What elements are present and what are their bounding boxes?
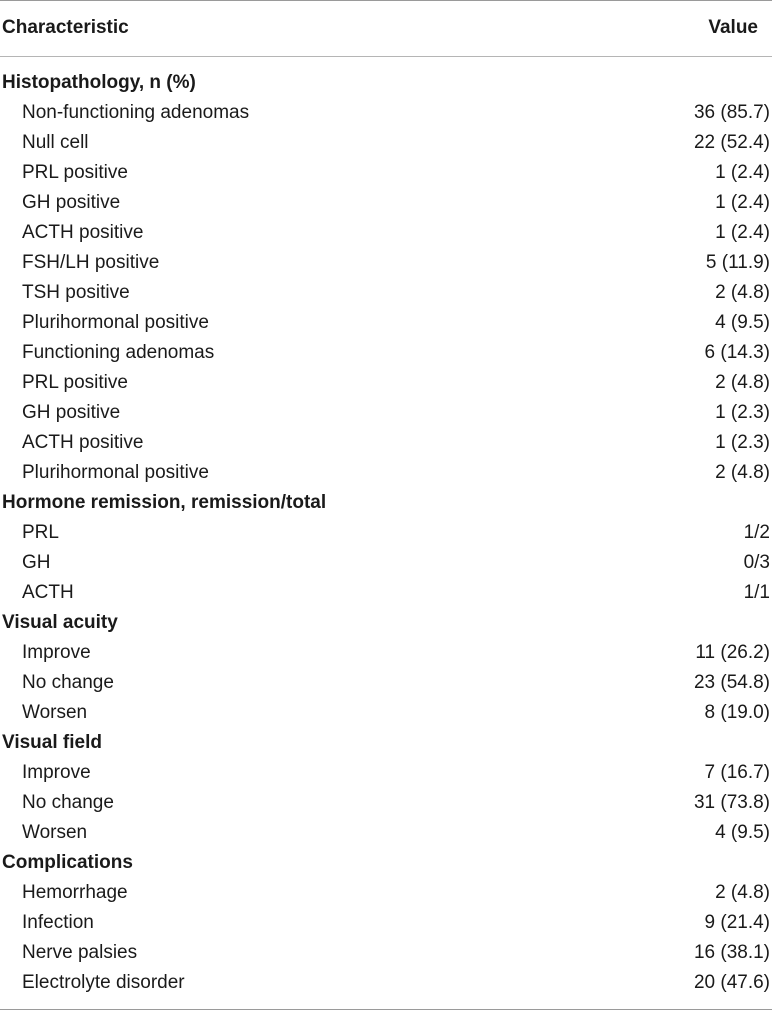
- row-label: No change: [22, 792, 114, 813]
- row-label: Infection: [22, 912, 94, 933]
- table-header-row: [0, 1, 772, 55]
- row-label: No change: [22, 672, 114, 693]
- row-label: Functioning adenomas: [22, 342, 215, 363]
- row-label: TSH positive: [22, 282, 130, 303]
- table-row: [0, 278, 772, 308]
- row-value: 20 (47.6): [693, 972, 770, 993]
- row-value: 36 (85.7): [693, 102, 770, 123]
- section-header-row: [0, 488, 772, 518]
- row-label: Worsen: [22, 822, 88, 843]
- table-row: [0, 818, 772, 848]
- row-value: 1/2: [743, 522, 770, 543]
- table-row: [0, 548, 772, 578]
- table-row: [0, 878, 772, 908]
- table-row: [0, 968, 772, 998]
- table-row: [0, 668, 772, 698]
- table-row: [0, 248, 772, 278]
- row-value: 5 (11.9): [705, 252, 770, 273]
- row-label: PRL positive: [22, 162, 128, 183]
- row-label: Improve: [22, 642, 91, 663]
- row-label: Non-functioning adenomas: [22, 102, 250, 123]
- table-row: [0, 698, 772, 728]
- row-label: FSH/LH positive: [22, 252, 160, 273]
- row-label: PRL positive: [22, 372, 128, 393]
- row-label: Hemorrhage: [22, 882, 128, 903]
- row-label: GH: [22, 552, 51, 573]
- header-value: Value: [708, 17, 758, 38]
- table-row: [0, 428, 772, 458]
- table-row: [0, 368, 772, 398]
- row-value: 4 (9.5): [715, 822, 770, 843]
- section-header-row: [0, 728, 772, 758]
- section-title: Hormone remission, remission/total: [2, 492, 327, 513]
- section-title: Complications: [2, 852, 133, 873]
- table-row: [0, 158, 772, 188]
- row-value: 2 (4.8): [715, 282, 770, 303]
- row-value: 0/3: [743, 552, 770, 573]
- table-row: [0, 338, 772, 368]
- row-value: 11 (26.2): [695, 642, 770, 663]
- table-body: [0, 68, 772, 998]
- table-row: [0, 398, 772, 428]
- section-header-row: [0, 848, 772, 878]
- table-row: [0, 308, 772, 338]
- row-label: Null cell: [22, 132, 89, 153]
- row-value: 7 (16.7): [704, 762, 770, 783]
- row-label: ACTH: [22, 582, 74, 603]
- row-label: Worsen: [22, 702, 88, 723]
- section-title: Visual field: [2, 732, 102, 753]
- table-row: [0, 788, 772, 818]
- table-row: [0, 458, 772, 488]
- section-header-row: [0, 68, 772, 98]
- table-row: [0, 578, 772, 608]
- table-row: [0, 128, 772, 158]
- row-value: 1/1: [743, 582, 770, 603]
- table-bottom-rule: [0, 1009, 772, 1010]
- header-rule: [0, 56, 772, 57]
- row-value: 22 (52.4): [693, 132, 770, 153]
- row-label: Plurihormonal positive: [22, 312, 209, 333]
- table-row: [0, 98, 772, 128]
- table-row: [0, 218, 772, 248]
- row-value: 2 (4.8): [715, 462, 770, 483]
- row-value: 1 (2.4): [715, 222, 770, 243]
- table-row: [0, 518, 772, 548]
- row-value: 31 (73.8): [693, 792, 770, 813]
- row-value: 1 (2.3): [715, 432, 770, 453]
- table-row: [0, 638, 772, 668]
- table-row: [0, 758, 772, 788]
- row-label: PRL: [22, 522, 59, 543]
- row-label: GH positive: [22, 402, 121, 423]
- row-value: 4 (9.5): [715, 312, 770, 333]
- row-value: 2 (4.8): [715, 882, 770, 903]
- row-value: 9 (21.4): [704, 912, 770, 933]
- header-characteristic: Characteristic: [2, 17, 129, 38]
- section-header-row: [0, 608, 772, 638]
- section-title: Histopathology, n (%): [2, 72, 196, 93]
- row-label: Electrolyte disorder: [22, 972, 185, 993]
- row-value: 1 (2.4): [715, 192, 770, 213]
- table-row: [0, 188, 772, 218]
- row-value: 23 (54.8): [693, 672, 770, 693]
- table-row: [0, 938, 772, 968]
- row-value: 2 (4.8): [715, 372, 770, 393]
- row-value: 1 (2.3): [715, 402, 770, 423]
- row-label: ACTH positive: [22, 222, 144, 243]
- row-label: Plurihormonal positive: [22, 462, 209, 483]
- table-row: [0, 908, 772, 938]
- row-value: 8 (19.0): [704, 702, 770, 723]
- row-label: GH positive: [22, 192, 121, 213]
- row-label: Improve: [22, 762, 91, 783]
- row-label: ACTH positive: [22, 432, 144, 453]
- row-value: 6 (14.3): [704, 342, 770, 363]
- section-title: Visual acuity: [2, 612, 118, 633]
- row-value: 1 (2.4): [715, 162, 770, 183]
- row-label: Nerve palsies: [22, 942, 138, 963]
- row-value: 16 (38.1): [693, 942, 770, 963]
